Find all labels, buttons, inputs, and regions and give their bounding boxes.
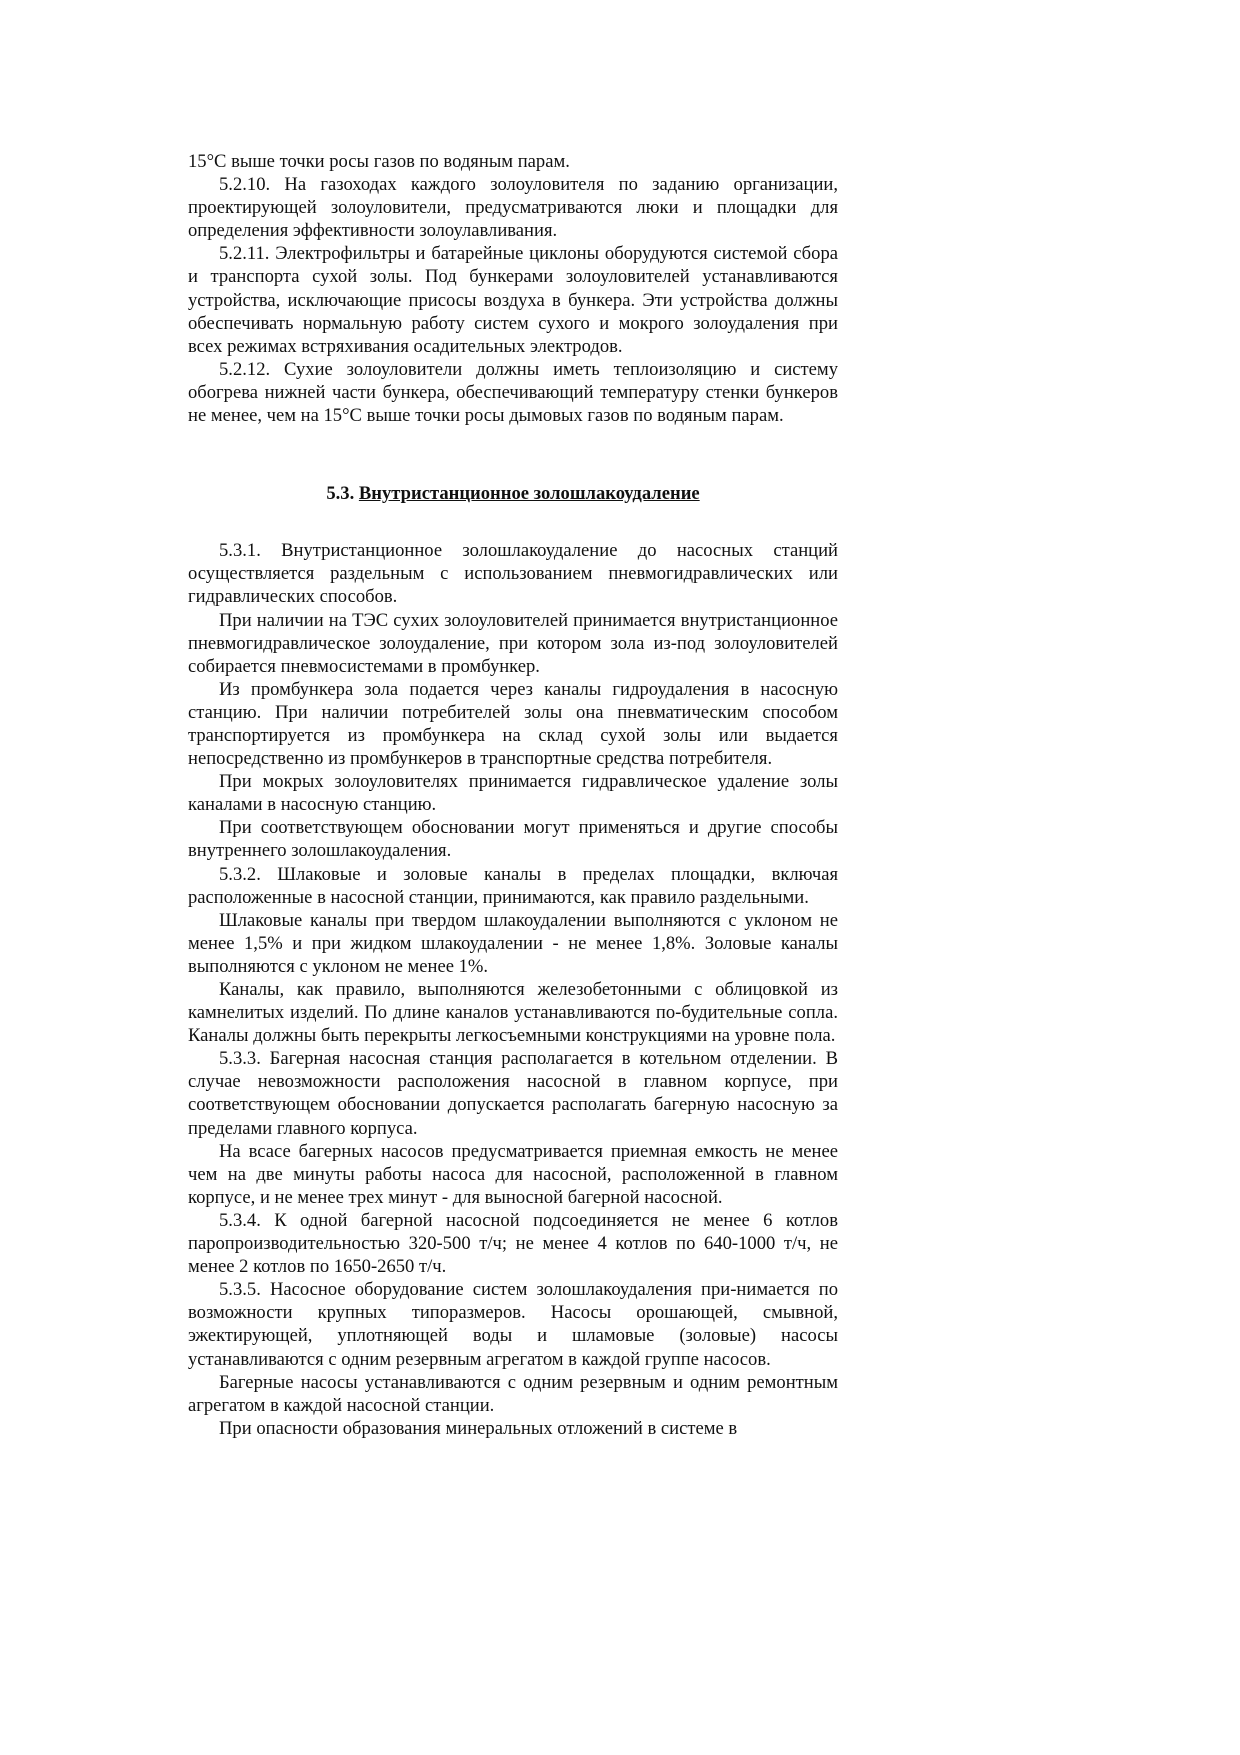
paragraph: 15°C выше точки росы газов по водяным парам. (188, 151, 570, 172)
paragraph: Из промбункера зола подается через каналы гидроудаления в насосную станцию. При наличии потребителей золы она пневматическим способом транспортируется из промбункера на склад сухой золы или выдается непосредственно из промбункеров в транспортные средства потребителя. (188, 678, 838, 770)
paragraph-5-3-2: 5.3.2. Шлаковые и золовые каналы в пределах площадки, включая расположенные в насосной станции, принимаются, как правило раздельными. (188, 863, 838, 908)
paragraph-5-3-5: 5.3.5. Насосное оборудование систем золошлакоудаления при-нимается по возможности крупных типоразмеров. Насосы орошающей, смывной, эжектирующей, уплотняющей воды и шламовые (золовые) насосы устанавливаются с одним резервным агрегатом в каждой группе насосов. (188, 1279, 838, 1370)
paragraph: На всасе багерных насосов предусматривается приемная емкость не менее чем на две минуты работы насоса для насосной, расположенной в главном корпусе, и не менее трех минут - для выносной багерной насосной. (188, 1140, 838, 1208)
paragraph-5-3-1: 5.3.1. Внутристанционное золошлакоудаление до насосных станций осуществляется раздельным с использованием пневмогидравлических или гидравлических способов. (188, 540, 838, 608)
section-number: 5.3. (326, 483, 355, 505)
paragraph: При наличии на ТЭС сухих золоуловителей принимается внутристанционное пневмогидравлическое золоудаление, при котором зола из-под золоуловителей собирается пневмосистемами в промбункер. (188, 609, 838, 677)
paragraph: Шлаковые каналы при твердом шлакоудалении выполняются с уклоном не менее 1,5% и при жидком шлакоудалении - не менее 1,8%. Золовые каналы выполняются с уклоном не менее 1%. (188, 909, 838, 977)
paragraph-5-2-12: 5.2.12. Сухие золоуловители должны иметь теплоизоляцию и систему обогрева нижней части бункера, обеспечивающий температуру стенки бункеров не менее, чем на 15°C выше точки росы дымовых газов по водяным парам. (188, 358, 838, 427)
paragraph: При соответствующем обосновании могут применяться и другие способы внутреннего золошлакоудаления. (188, 817, 838, 862)
paragraph-5-2-10: 5.2.10. На газоходах каждого золоуловителя по заданию организации, проектирующей золоуловители, предусматриваются люки и площадки для определения эффективности золоулавливания. (188, 174, 838, 242)
paragraph: При мокрых золоуловителях принимается гидравлическое удаление золы каналами в насосную станцию. (188, 771, 838, 816)
document-page (188, 150, 838, 1440)
paragraph-5-2-11: 5.2.11. Электрофильтры и батарейные циклоны оборудуются системой сбора и транспорта сухой золы. Под бункерами золоуловителей устанавливаются устройства, исключающие присосы воздуха в бункера. Эти устройства должны обеспечивать нормальную работу систем сухого и мокрого золоудаления при всех режимах встряхивания осадительных электродов. (188, 243, 838, 357)
paragraph: При опасности образования минеральных отложений в системе в (219, 1417, 738, 1439)
section-title: Внутристанционное золошлакоудаление (358, 483, 700, 505)
section-heading (188, 482, 838, 505)
paragraph-5-3-3: 5.3.3. Багерная насосная станция располагается в котельном отделении. В случае невозможности расположения насосной в главном корпусе, при соответствующем обосновании допускается располагать багерную насосную за пределами главного корпуса. (188, 1048, 838, 1139)
paragraph-5-3-4: 5.3.4. К одной багерной насосной подсоединяется не менее 6 котлов паропроизводительностью 320-500 т/ч; не менее 4 котлов по 640-1000 т/ч, не менее 2 котлов по 1650-2650 т/ч. (188, 1209, 838, 1278)
paragraph: Багерные насосы устанавливаются с одним резервным и одним ремонтным агрегатом в каждой насосной станции. (188, 1371, 838, 1416)
paragraph: Каналы, как правило, выполняются железобетонными с облицовкой из камнелитых изделий. По длине каналов устанавливаются по-будительные сопла. Каналы должны быть перекрыты легкосъемными конструкциями на уровне пола. (188, 979, 838, 1047)
